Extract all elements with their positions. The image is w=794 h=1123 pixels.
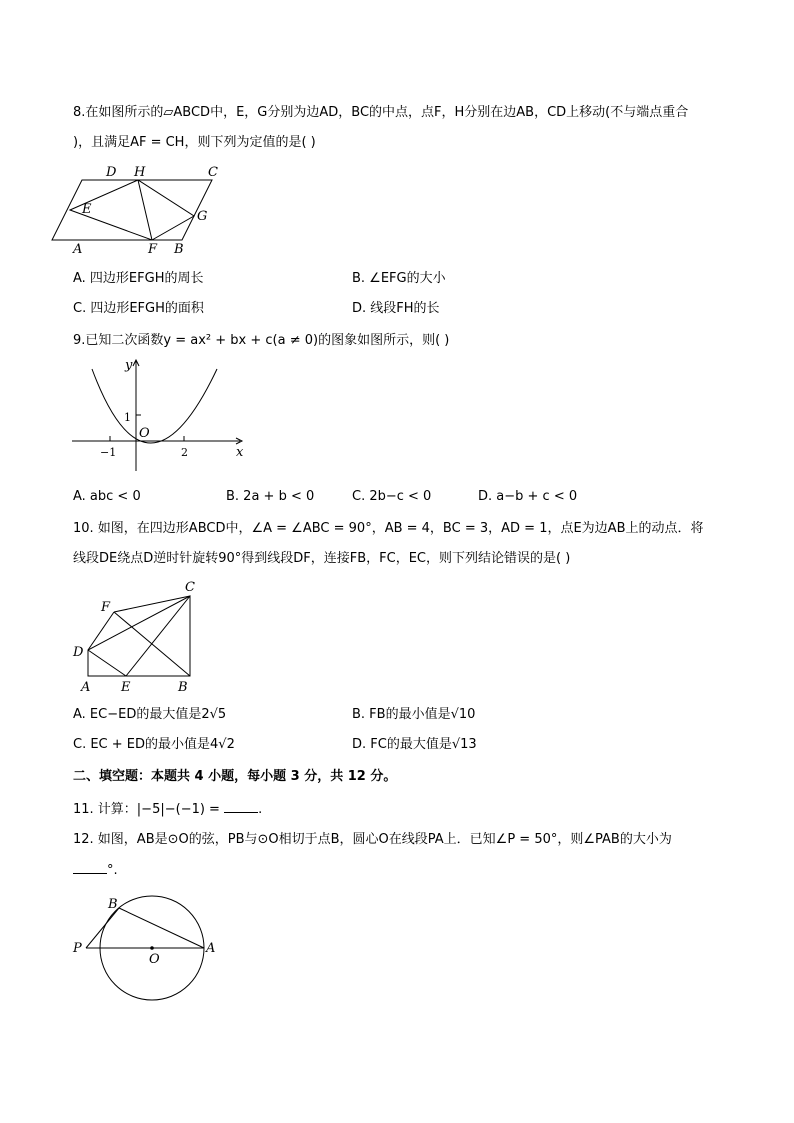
segment-ec xyxy=(126,596,190,676)
label-one: 1 xyxy=(124,411,131,424)
segment-de xyxy=(88,650,126,676)
q12-answer-blank[interactable] xyxy=(73,861,107,874)
label-two: 2 xyxy=(181,446,188,459)
label-x: x xyxy=(236,445,244,460)
q11-answer-blank[interactable] xyxy=(224,800,258,813)
q8-option-b: B. ∠EFG的大小 xyxy=(352,271,446,286)
q11-text: 11. 计算：|−5|−(−1) = xyxy=(73,802,220,817)
q10-option-a: A. EC−ED的最大值是2√5 xyxy=(73,707,227,722)
q10-quadrilateral-figure xyxy=(70,578,210,693)
label-origin: O xyxy=(139,426,150,441)
q9-option-a: A. abc < 0 xyxy=(73,489,141,504)
label-b: B xyxy=(178,680,188,695)
segment-df xyxy=(88,612,114,650)
label-c: C xyxy=(208,165,218,180)
q8-option-a: A. 四边形EFGH的周长 xyxy=(73,271,204,286)
parallelogram-abcd xyxy=(52,180,212,240)
q10-option-b: B. FB的最小值是√10 xyxy=(352,707,476,722)
label-g: G xyxy=(197,209,208,224)
label-d: D xyxy=(73,645,84,660)
q10-option-d: D. FC的最大值是√13 xyxy=(352,737,477,752)
label-e: E xyxy=(121,680,131,695)
label-y: y xyxy=(125,358,133,373)
label-o: O xyxy=(149,952,160,967)
q8-parallelogram-figure xyxy=(70,160,220,260)
label-b: B xyxy=(108,897,118,912)
label-e: E xyxy=(82,202,92,217)
label-f: F xyxy=(101,600,111,615)
segment-fh xyxy=(138,180,152,240)
label-a: A xyxy=(81,680,91,695)
q10-option-c: C. EC + ED的最小值是4√2 xyxy=(73,737,235,752)
q9-option-b: B. 2a + b < 0 xyxy=(226,489,315,504)
q12-circle-figure xyxy=(70,895,220,1005)
label-h: H xyxy=(134,165,146,180)
center-dot xyxy=(150,946,154,950)
q12-line-1: 12. 如图，AB是⊙O的弦，PB与⊙O相切于点B，圆心O在线段PA上．已知∠P = 50°，则∠PAB的大小为 xyxy=(73,832,672,847)
q8-option-c: C. 四边形EFGH的面积 xyxy=(73,301,204,316)
label-neg1: −1 xyxy=(100,446,117,459)
section-2-heading: 二、填空题：本题共 4 小题，每小题 3 分，共 12 分。 xyxy=(73,769,397,784)
q10-line-1: 10. 如图，在四边形ABCD中，∠A = ∠ABC = 90°，AB = 4，BC = 3，AD = 1，点E为边AB上的动点．将 xyxy=(73,521,704,536)
label-b: B xyxy=(174,242,184,257)
q10-line-2: 线段DE绕点D逆时针旋转90°得到线段DF，连接FB，FC，EC，则下列结论错误的是( ) xyxy=(73,551,571,566)
label-f: F xyxy=(148,242,158,257)
tangent-pb xyxy=(86,908,119,948)
parabola-curve xyxy=(92,369,217,443)
q8-line-2: )，且满足AF = CH，则下列为定值的是( ) xyxy=(73,135,316,150)
q11-line xyxy=(73,800,262,819)
label-p: P xyxy=(73,941,82,956)
q9-parabola-figure xyxy=(70,355,250,475)
q8-line-1: 8.在如图所示的▱ABCD中，E，G分别为边AD，BC的中点，点F，H分别在边AB，CD上移动(不与端点重合 xyxy=(73,105,689,120)
q12-line-2 xyxy=(73,861,118,880)
q9-option-c: C. 2b−c < 0 xyxy=(352,489,432,504)
label-c: C xyxy=(185,580,195,595)
label-a: A xyxy=(73,242,83,257)
q8-option-d: D. 线段FH的长 xyxy=(352,301,440,316)
q11-tail: . xyxy=(258,802,263,817)
q12-tail: °. xyxy=(107,863,118,878)
q9-line-1: 9.已知二次函数y = ax² + bx + c(a ≠ 0)的图象如图所示，则( ) xyxy=(73,333,450,348)
label-a: A xyxy=(206,941,216,956)
label-d: D xyxy=(106,165,117,180)
q9-option-d: D. a−b + c < 0 xyxy=(478,489,578,504)
